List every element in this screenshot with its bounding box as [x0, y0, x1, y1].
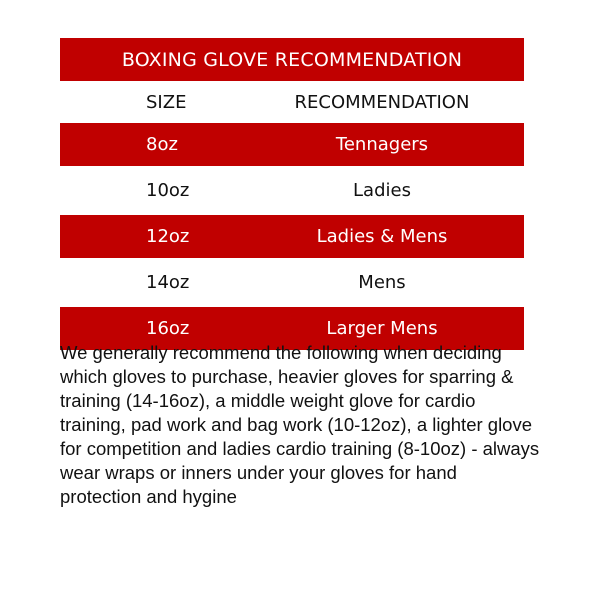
glove-recommendation-table: [60, 38, 524, 353]
row-size: 8oz: [146, 134, 178, 155]
row-recommendation: Mens: [358, 272, 406, 293]
row-size: 16oz: [146, 318, 190, 339]
header-size: SIZE: [146, 91, 187, 113]
header-recommendation: RECOMMENDATION: [294, 91, 470, 113]
table-row: [60, 261, 524, 304]
row-recommendation: Ladies & Mens: [316, 226, 448, 247]
row-recommendation: Tennagers: [335, 134, 429, 155]
row-size: 10oz: [146, 180, 190, 201]
table-header-row: [60, 84, 524, 120]
row-size: 14oz: [146, 272, 190, 293]
recommendation-paragraph: We generally recommend the following when deciding which gloves to purchase, heavier gloves for sparring & training (14-16oz), a middle weight glove for cardio training, pad work and bag work (10-12oz), a lighter glove for competition and ladies cardio training (8-10oz) - always wear wraps or inners under your gloves for hand protection and hygine: [60, 342, 540, 507]
row-size: 12oz: [146, 226, 190, 247]
table-row: [60, 123, 524, 166]
row-recommendation: Ladies: [353, 180, 411, 201]
table-row: [60, 169, 524, 212]
table-row: [60, 215, 524, 258]
table-title: BOXING GLOVE RECOMMENDATION: [60, 38, 524, 81]
row-recommendation: Larger Mens: [326, 318, 438, 339]
